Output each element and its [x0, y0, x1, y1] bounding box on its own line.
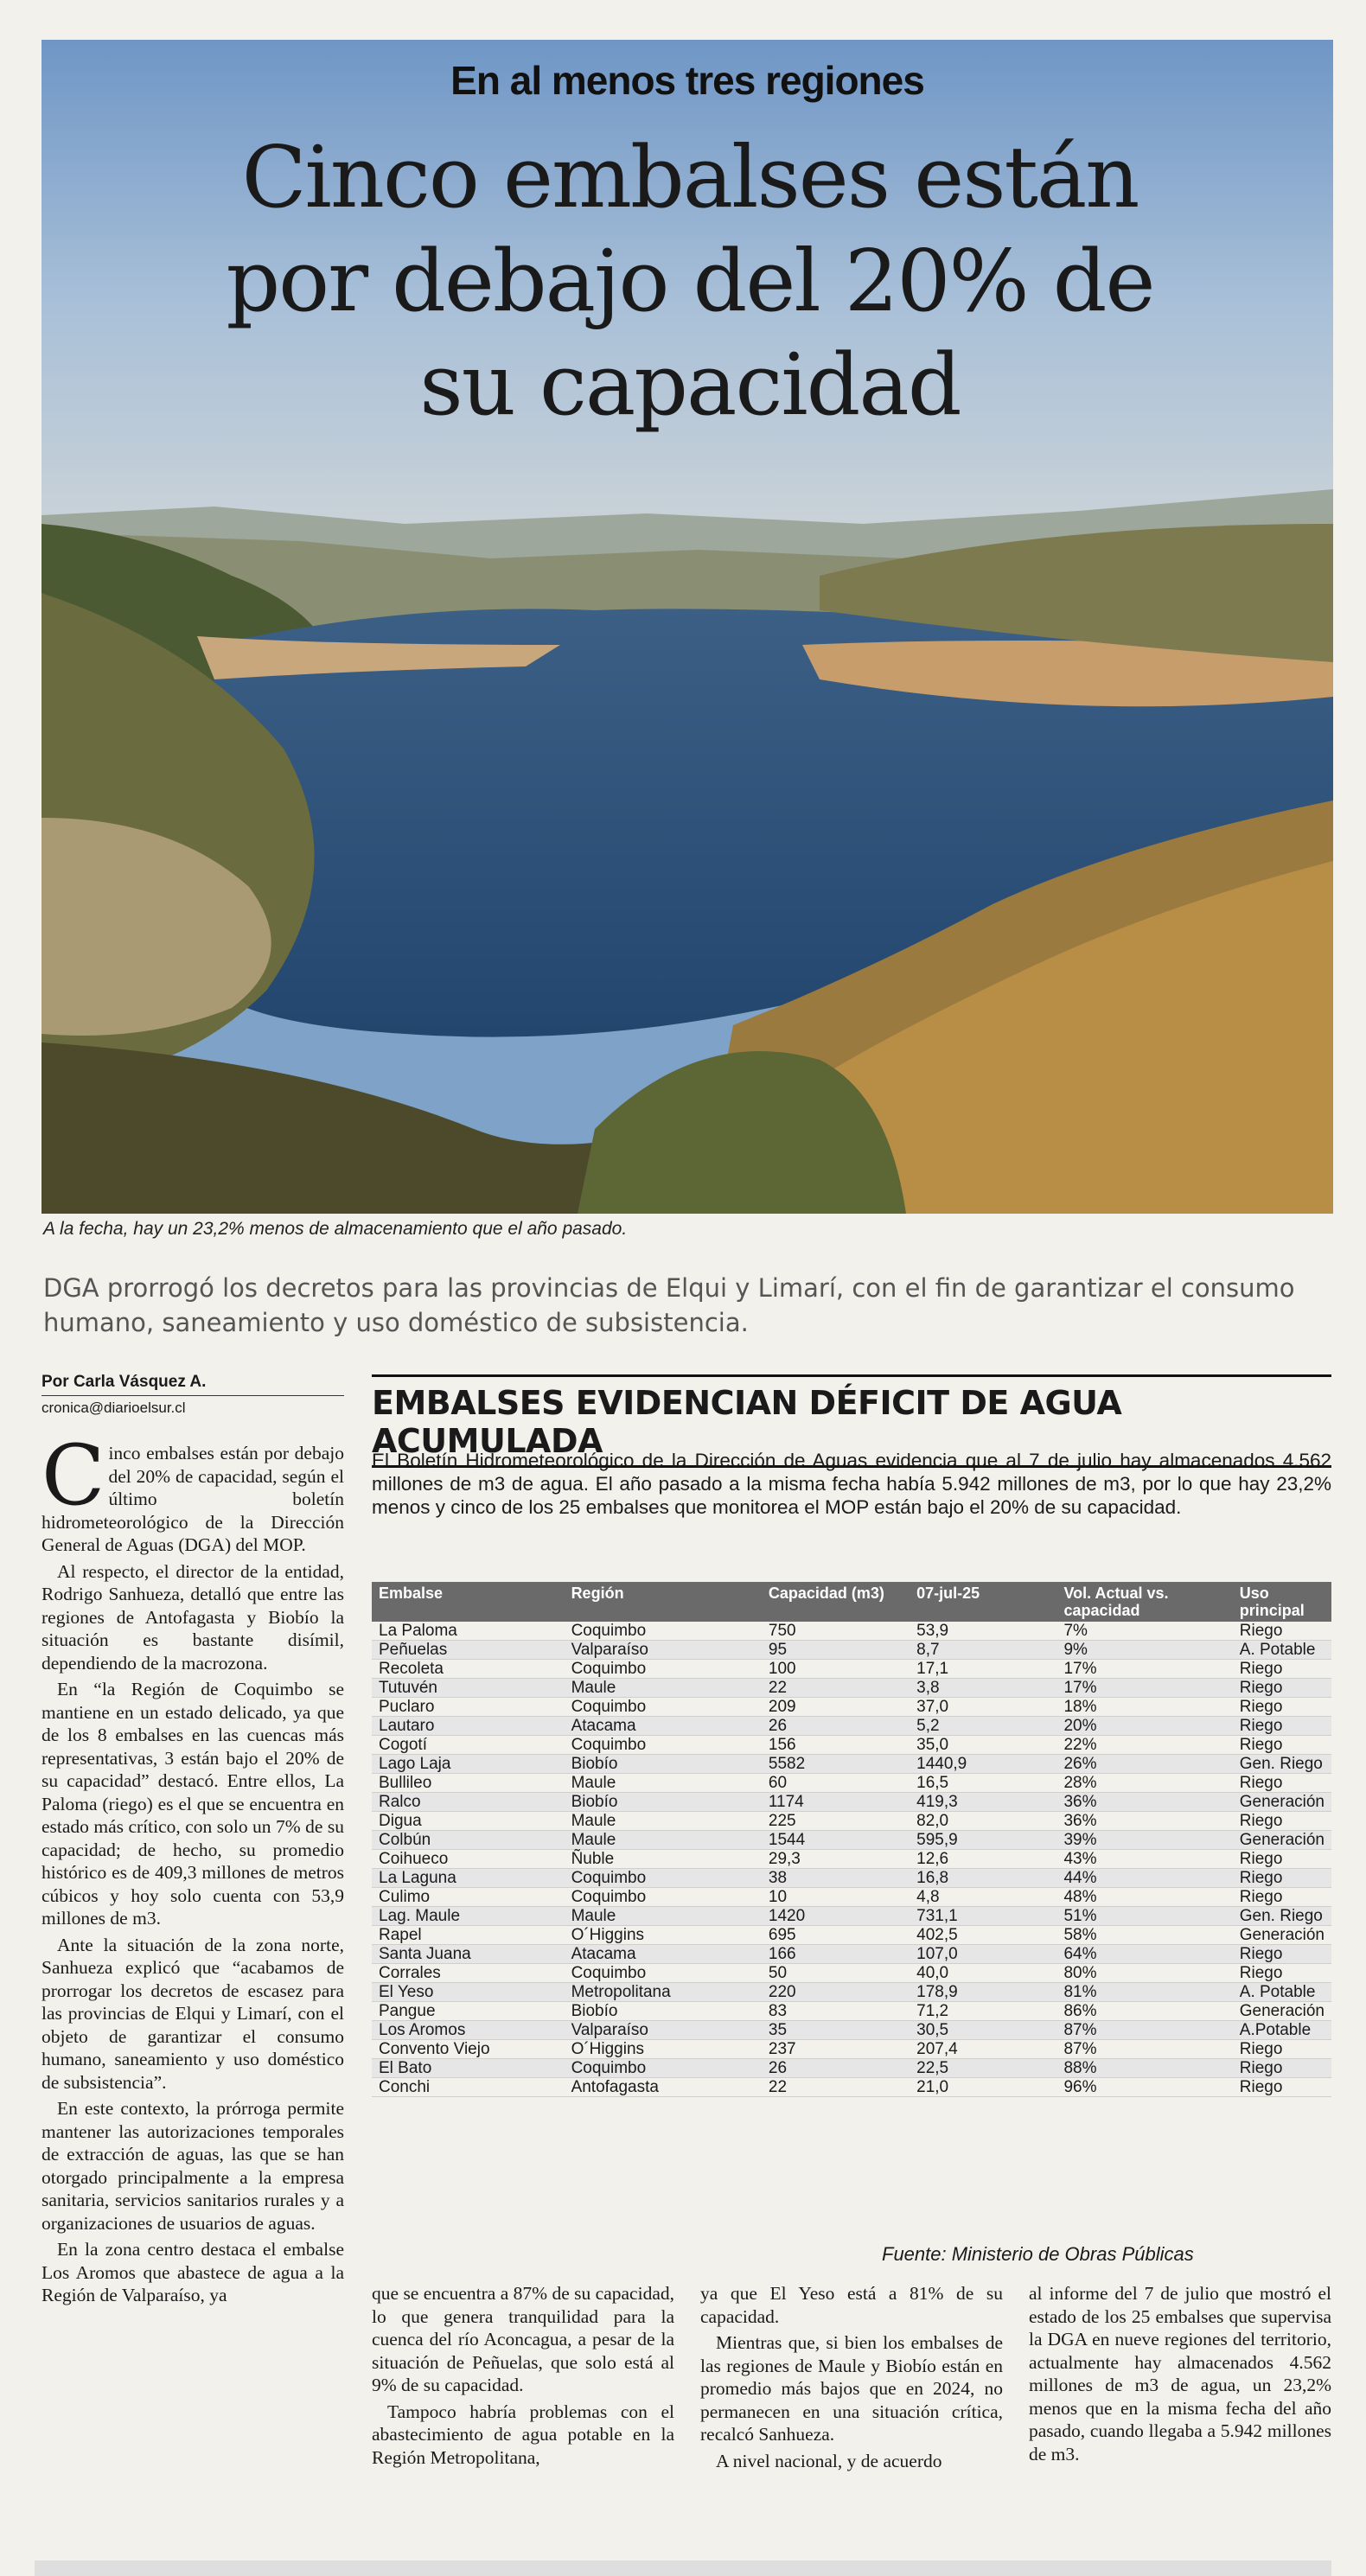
table-cell: 220	[762, 1983, 910, 2002]
column-header: Uso principal	[1233, 1582, 1331, 1622]
table-cell: A. Potable	[1233, 1641, 1331, 1660]
photo-caption: A la fecha, hay un 23,2% menos de almacenamiento que el año pasado.	[43, 1219, 628, 1239]
table-cell: Riego	[1233, 1945, 1331, 1964]
table-cell: Riego	[1233, 1717, 1331, 1736]
table-cell: 51%	[1056, 1907, 1232, 1926]
paragraph: En “la Región de Coquimbo se mantiene en un estado delicado, ya que de los 8 embalses en las cuencas más representativas, 3 están bajo el 20% de su capacidad” destacó. Entre ellos, La Paloma (riego) es el que se encuentra en estado más crítico, con solo un 7% de su capacidad; de hecho, su promedio histórico es de 409,3 millones de metros cúbicos y hoy solo cuenta con 53,9 millones de m3.	[41, 1679, 344, 1929]
column-header: Capacidad (m3)	[762, 1582, 910, 1622]
table-cell: Ñuble	[565, 1850, 762, 1869]
table-cell: 166	[762, 1945, 910, 1964]
table-cell: Lautaro	[372, 1717, 565, 1736]
table-cell: Maule	[565, 1774, 762, 1793]
table-cell: Maule	[565, 1812, 762, 1831]
table-cell: 207,4	[910, 2040, 1056, 2059]
table-cell: Riego	[1233, 1698, 1331, 1717]
table-cell: Metropolitana	[565, 1983, 762, 2002]
table-row	[372, 1698, 1331, 1717]
table-cell: 88%	[1056, 2059, 1232, 2078]
table-cell: 9%	[1056, 1641, 1232, 1660]
table-cell: Puclaro	[372, 1698, 565, 1717]
table-cell: 419,3	[910, 1793, 1056, 1812]
table-cell: 237	[762, 2040, 910, 2059]
table-row	[372, 2021, 1331, 2040]
table-cell: La Paloma	[372, 1622, 565, 1641]
table-source: Fuente: Ministerio de Obras Públicas	[882, 2243, 1194, 2265]
dropcap: C	[41, 1427, 105, 1524]
table-cell: Biobío	[565, 1755, 762, 1774]
table-cell: Conchi	[372, 2078, 565, 2097]
table-cell: Maule	[565, 1907, 762, 1926]
table-cell: 39%	[1056, 1831, 1232, 1850]
column-header: Región	[565, 1582, 762, 1622]
table-cell: Maule	[565, 1679, 762, 1698]
author-name: Por Carla Vásquez A.	[41, 1373, 344, 1396]
table-cell: 7%	[1056, 1622, 1232, 1641]
hero-photo	[41, 40, 1333, 1214]
table-cell: Coihueco	[372, 1850, 565, 1869]
table-row	[372, 1831, 1331, 1850]
table-cell: 22	[762, 1679, 910, 1698]
paragraph: En este contexto, la prórroga permite mantener las autorizaciones temporales de extracción de aguas, las que se han otorgado principalmente a la empresa sanitaria, servicios sanitarios rurales y a organizaciones de usuarios de aguas.	[41, 2098, 344, 2234]
table-cell: 8,7	[910, 1641, 1056, 1660]
table-cell: 22%	[1056, 1736, 1232, 1755]
table-cell: El Bato	[372, 2059, 565, 2078]
table-row	[372, 1793, 1331, 1812]
table-cell: Riego	[1233, 2078, 1331, 2097]
table-cell: 5582	[762, 1755, 910, 1774]
table-cell: Generación	[1233, 1831, 1331, 1850]
table-cell: Riego	[1233, 2059, 1331, 2078]
table-cell: 26	[762, 1717, 910, 1736]
table-cell: O´Higgins	[565, 2040, 762, 2059]
table-cell: 35	[762, 2021, 910, 2040]
table-cell: Valparaíso	[565, 1641, 762, 1660]
table-row	[372, 1736, 1331, 1755]
table-cell: Atacama	[565, 1945, 762, 1964]
table-cell: Gen. Riego	[1233, 1907, 1331, 1926]
table-cell: 178,9	[910, 1983, 1056, 2002]
paragraph: al informe del 7 de julio que mostró el estado de los 25 embalses que supervisa la DGA en nueve regiones del territorio, actualmente hay almacenados 4.562 millones de m3 de agua, un 23,2% menos que en la misma fecha del año pasado, cuando llegaba a 5.942 millones de m3.	[1029, 2283, 1331, 2464]
table-cell: 1440,9	[910, 1755, 1056, 1774]
table-cell: Ralco	[372, 1793, 565, 1812]
article-column-4	[1029, 2282, 1331, 2469]
table-cell: 38	[762, 1869, 910, 1888]
table-row	[372, 1945, 1331, 1964]
article-column-3	[700, 2282, 1003, 2476]
table-cell: 58%	[1056, 1926, 1232, 1945]
table-cell: 3,8	[910, 1679, 1056, 1698]
table-cell: Biobío	[565, 2002, 762, 2021]
table-cell: Riego	[1233, 1622, 1331, 1641]
paragraph: que se encuentra a 87% de su capacidad, lo que genera tranquilidad para la cuenca del río Aconcagua, a pesar de la situación de Peñuelas, que solo está al 9% de su capacidad.	[372, 2283, 674, 2395]
table-cell: 43%	[1056, 1850, 1232, 1869]
headline: Cinco embalses están por debajo del 20% de su capacidad	[226, 129, 1154, 435]
table-cell: Riego	[1233, 1736, 1331, 1755]
table-row	[372, 1812, 1331, 1831]
table-cell: 81%	[1056, 1983, 1232, 2002]
column-header: 07-jul-25	[910, 1582, 1056, 1622]
table-cell: 36%	[1056, 1793, 1232, 1812]
table-cell: 17%	[1056, 1679, 1232, 1698]
table-cell: 22,5	[910, 2059, 1056, 2078]
table-cell: Convento Viejo	[372, 2040, 565, 2059]
table-cell: Colbún	[372, 1831, 565, 1850]
table-cell: Generación	[1233, 2002, 1331, 2021]
table-cell: 10	[762, 1888, 910, 1907]
table-cell: 82,0	[910, 1812, 1056, 1831]
table-cell: 16,5	[910, 1774, 1056, 1793]
table-cell: Coquimbo	[565, 1736, 762, 1755]
table-cell: 83	[762, 2002, 910, 2021]
table-row	[372, 1926, 1331, 1945]
table-cell: 30,5	[910, 2021, 1056, 2040]
table-cell: 29,3	[762, 1850, 910, 1869]
table-cell: Riego	[1233, 1888, 1331, 1907]
table-row	[372, 1641, 1331, 1660]
box-title: EMBALSES EVIDENCIAN DÉFICIT DE AGUA ACUMULADA	[372, 1374, 1331, 1468]
table-cell: 100	[762, 1660, 910, 1679]
table-cell: 96%	[1056, 2078, 1232, 2097]
table-cell: Riego	[1233, 1812, 1331, 1831]
table-row	[372, 1888, 1331, 1907]
table-cell: 1420	[762, 1907, 910, 1926]
table-cell: Santa Juana	[372, 1945, 565, 1964]
table-cell: Generación	[1233, 1793, 1331, 1812]
table-cell: Culimo	[372, 1888, 565, 1907]
table-cell: Lago Laja	[372, 1755, 565, 1774]
table-cell: 80%	[1056, 1964, 1232, 1983]
paragraph: Mientras que, si bien los embalses de las regiones de Maule y Biobío están en promedio más bajos que en 2024, no permanecen en una situación crítica, recalcó Sanhueza.	[700, 2332, 1003, 2445]
table-cell: 17%	[1056, 1660, 1232, 1679]
table-cell: 12,6	[910, 1850, 1056, 1869]
table-cell: 20%	[1056, 1717, 1232, 1736]
table-row	[372, 1983, 1331, 2002]
table-row	[372, 1850, 1331, 1869]
paragraph: A nivel nacional, y de acuerdo	[716, 2450, 942, 2471]
table-cell: Antofagasta	[565, 2078, 762, 2097]
paragraph: En la zona centro destaca el embalse Los Aromos que abastece de agua a la Región de Valparaíso, ya	[41, 2239, 344, 2305]
table-cell: Coquimbo	[565, 1869, 762, 1888]
table-row	[372, 1774, 1331, 1793]
table-cell: Bullileo	[372, 1774, 565, 1793]
table-row	[372, 1622, 1331, 1641]
table-cell: Coquimbo	[565, 1622, 762, 1641]
table-cell: Coquimbo	[565, 1698, 762, 1717]
table-cell: Riego	[1233, 1774, 1331, 1793]
table-cell: 750	[762, 1622, 910, 1641]
table-cell: Lag. Maule	[372, 1907, 565, 1926]
table-cell: La Laguna	[372, 1869, 565, 1888]
table-cell: Coquimbo	[565, 1964, 762, 1983]
table-cell: 53,9	[910, 1622, 1056, 1641]
reservoir-table	[372, 1582, 1331, 2097]
table-cell: 595,9	[910, 1831, 1056, 1850]
table-cell: 225	[762, 1812, 910, 1831]
table-cell: 87%	[1056, 2040, 1232, 2059]
table-cell: 209	[762, 1698, 910, 1717]
table-cell: 402,5	[910, 1926, 1056, 1945]
table-cell: 95	[762, 1641, 910, 1660]
table-cell: 695	[762, 1926, 910, 1945]
table-row	[372, 2059, 1331, 2078]
table-cell: 64%	[1056, 1945, 1232, 1964]
box-intro: El Boletín Hidrometeorológico de la Dirección de Aguas evidencia que al 7 de julio hay almacenados 4.562 millones de m3 de agua. El año pasado a la misma fecha había 5.942 millones de m3, por lo que hay 23,2% menos y cinco de los 25 embalses que monitorea el MOP están bajo el 20% de su capacidad.	[372, 1450, 1331, 1518]
table-cell: Los Aromos	[372, 2021, 565, 2040]
table-cell: 40,0	[910, 1964, 1056, 1983]
byline	[41, 1373, 344, 1417]
paragraph: Tampoco habría problemas con el abastecimiento de agua potable en la Región Metropolitana,	[372, 2401, 674, 2468]
table-cell: 1174	[762, 1793, 910, 1812]
column-header: Embalse	[372, 1582, 565, 1622]
table-cell: Riego	[1233, 2040, 1331, 2059]
table-row	[372, 2002, 1331, 2021]
table-cell: Riego	[1233, 1869, 1331, 1888]
table-cell: Atacama	[565, 1717, 762, 1736]
table-cell: 86%	[1056, 2002, 1232, 2021]
table-cell: 16,8	[910, 1869, 1056, 1888]
paragraph: Cinco embalses están por debajo del 20% de capacidad, según el último boletín hidrometeorológico de la Dirección General de Aguas (DGA) del MOP.	[41, 1427, 344, 1555]
table-row	[372, 2040, 1331, 2059]
table-header-row	[372, 1582, 1331, 1622]
article-column-1	[41, 1427, 344, 2311]
table-row	[372, 1869, 1331, 1888]
table-cell: 71,2	[910, 2002, 1056, 2021]
table-cell: 18%	[1056, 1698, 1232, 1717]
kicker: En al menos tres regiones	[450, 58, 924, 103]
table-row	[372, 1755, 1331, 1774]
table-row	[372, 2078, 1331, 2097]
table-cell: 28%	[1056, 1774, 1232, 1793]
table-cell: Riego	[1233, 1964, 1331, 1983]
table-cell: 50	[762, 1964, 910, 1983]
table-row	[372, 1907, 1331, 1926]
table-cell: 87%	[1056, 2021, 1232, 2040]
table-cell: Cogotí	[372, 1736, 565, 1755]
paragraph: Ante la situación de la zona norte, Sanhueza explicó que “acabamos de prorrogar los decretos de escasez para las provincias de Elqui y Limarí, con el objeto de garantizar el consumo humano, saneamiento y uso doméstico de subsistencia”.	[41, 1934, 344, 2093]
table-cell: A. Potable	[1233, 1983, 1331, 2002]
table-row	[372, 1717, 1331, 1736]
table-cell: 36%	[1056, 1812, 1232, 1831]
table-cell: 37,0	[910, 1698, 1056, 1717]
author-email[interactable]: cronica@diarioelsur.cl	[41, 1400, 186, 1416]
table-cell: 17,1	[910, 1660, 1056, 1679]
column-header: Vol. Actual vs. capacidad	[1056, 1582, 1232, 1622]
page-footer-bar	[35, 2560, 1331, 2576]
table-cell: A.Potable	[1233, 2021, 1331, 2040]
table-cell: 22	[762, 2078, 910, 2097]
table-cell: 35,0	[910, 1736, 1056, 1755]
table-cell: El Yeso	[372, 1983, 565, 2002]
table-cell: Biobío	[565, 1793, 762, 1812]
table-cell: Riego	[1233, 1850, 1331, 1869]
table-cell: 1544	[762, 1831, 910, 1850]
table-cell: Coquimbo	[565, 1660, 762, 1679]
table-cell: Rapel	[372, 1926, 565, 1945]
table-cell: 5,2	[910, 1717, 1056, 1736]
table-cell: Pangue	[372, 2002, 565, 2021]
table-cell: Coquimbo	[565, 2059, 762, 2078]
table-cell: Generación	[1233, 1926, 1331, 1945]
table-row	[372, 1679, 1331, 1698]
table-cell: Tutuvén	[372, 1679, 565, 1698]
table-cell: Peñuelas	[372, 1641, 565, 1660]
table-row	[372, 1660, 1331, 1679]
table-cell: 60	[762, 1774, 910, 1793]
table-cell: Riego	[1233, 1679, 1331, 1698]
table-cell: 26%	[1056, 1755, 1232, 1774]
paragraph: ya que El Yeso está a 81% de su capacidad.	[700, 2283, 1003, 2327]
table-cell: 21,0	[910, 2078, 1056, 2097]
table-cell: 4,8	[910, 1888, 1056, 1907]
table-body	[372, 1622, 1331, 2097]
article-column-2	[372, 2282, 674, 2472]
table-cell: Digua	[372, 1812, 565, 1831]
table-cell: Coquimbo	[565, 1888, 762, 1907]
table-cell: Valparaíso	[565, 2021, 762, 2040]
table-cell: Recoleta	[372, 1660, 565, 1679]
paragraph: Al respecto, el director de la entidad, Rodrigo Sanhueza, detalló que entre las regiones de Antofagasta y Biobío la situación es bastante disímil, dependiendo de la macrozona.	[41, 1560, 344, 1674]
table-cell: 156	[762, 1736, 910, 1755]
table-cell: 44%	[1056, 1869, 1232, 1888]
table-cell: Gen. Riego	[1233, 1755, 1331, 1774]
table-cell: 107,0	[910, 1945, 1056, 1964]
table-row	[372, 1964, 1331, 1983]
table-cell: 26	[762, 2059, 910, 2078]
table-cell: Corrales	[372, 1964, 565, 1983]
table-cell: Maule	[565, 1831, 762, 1850]
lead-paragraph: DGA prorrogó los decretos para las provincias de Elqui y Limarí, con el fin de garantizar el consumo humano, saneamiento y uso doméstico de subsistencia.	[43, 1273, 1295, 1337]
table-cell: 731,1	[910, 1907, 1056, 1926]
table-cell: Riego	[1233, 1660, 1331, 1679]
table-cell: 48%	[1056, 1888, 1232, 1907]
table-cell: O´Higgins	[565, 1926, 762, 1945]
